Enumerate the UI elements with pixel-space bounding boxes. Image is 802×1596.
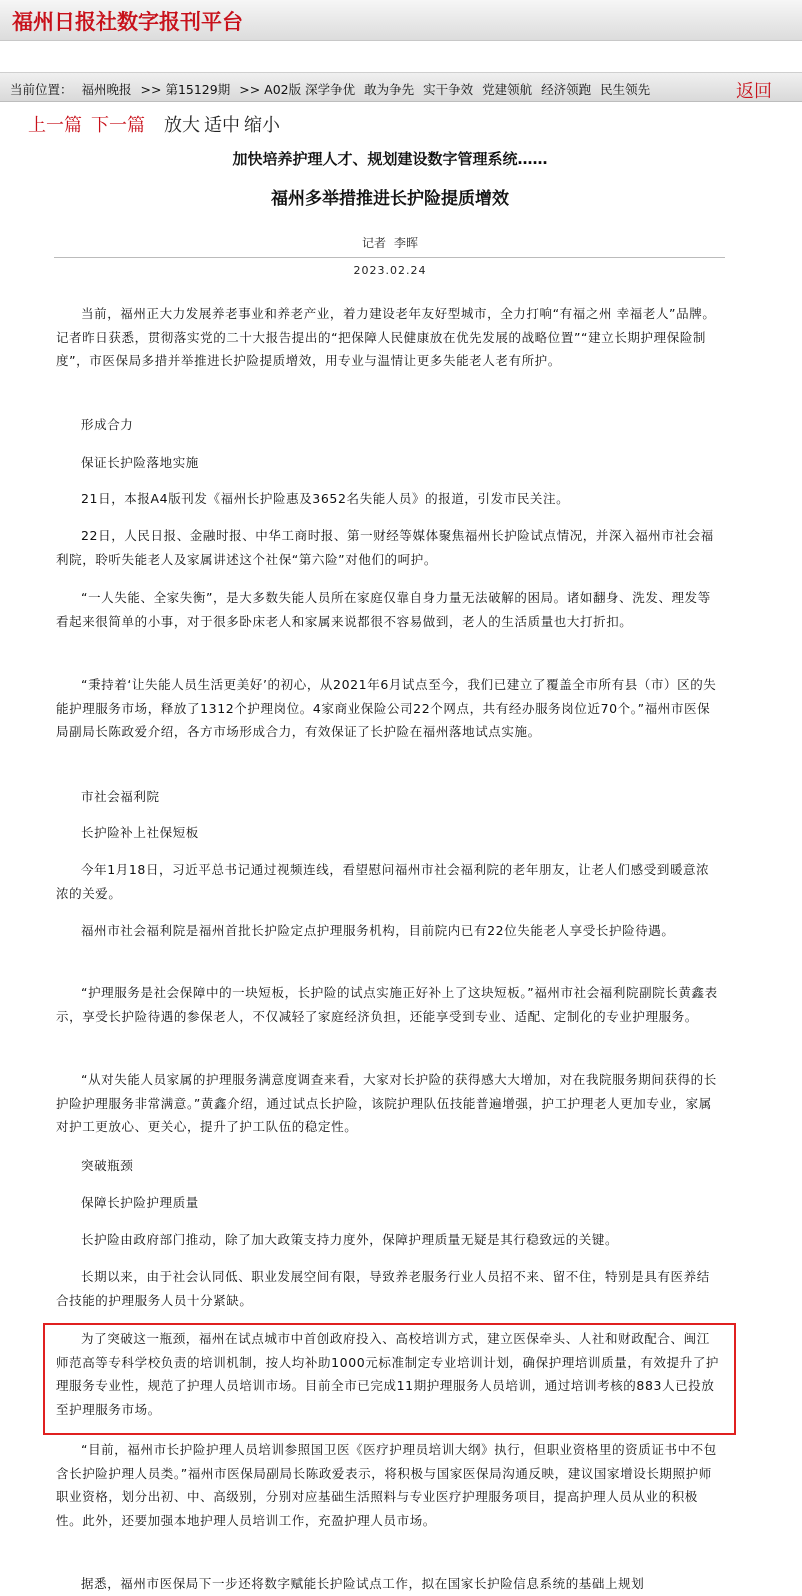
back-link[interactable]: 返回 [736, 81, 772, 102]
section-heading: 市社会福利院 [81, 789, 160, 804]
divider [54, 257, 725, 258]
breadcrumb-issue-link[interactable]: >> 第15129期 [140, 82, 231, 97]
article-date: 2023.02.24 [353, 264, 427, 277]
section-link-5[interactable]: 民生领先 [600, 82, 651, 97]
article-paragraph: “一人失能、全家失衡”，是大多数失能人员所在家庭仅靠自身力量无法破解的困局。诸如翻身、洗发、理发等看起来很简单的小事，对于很多卧床老人和家属来说都很不容易做到，老人的生活质量也大打折扣。 [56, 590, 711, 629]
article-paragraph: 22日，人民日报、金融时报、中华工商时报、第一财经等媒体聚焦福州长护险试点情况，并深入福州市社会福利院，聆听失能老人及家属讲述这个社保“第六险”对他们的呵护。 [56, 528, 714, 567]
article-paragraph: 长期以来，由于社会认同低、职业发展空间有限，导致养老服务行业人员招不来、留不住，特别是具有医养结合技能的护理服务人员十分紧缺。 [56, 1269, 710, 1308]
article-byline [0, 234, 780, 251]
section-heading: 形成合力 [81, 417, 134, 432]
article-paragraph: 据悉，福州市医保局下一步还将数字赋能长护险试点工作，拟在国家长护险信息系统的基础上规划 [81, 1576, 645, 1591]
section-link-2[interactable]: 实干争效 [423, 82, 474, 97]
article-paragraph: 今年1月18日，习近平总书记通过视频连线，看望慰问福州市社会福利院的老年朋友，让老人们感受到暖意浓浓的关爱。 [56, 862, 710, 901]
site-header [0, 0, 802, 41]
breadcrumb-page-link[interactable]: >> A02版 深学争优 [239, 82, 356, 97]
article-paragraph: 21日，本报A4版刊发《福州长护险惠及3652名失能人员》的报道，引发市民关注。 [81, 491, 570, 506]
next-article-link[interactable]: 下一篇 [91, 115, 145, 136]
article-subtitle: 加快培养护理人才、规划建设数字管理系统…… [232, 150, 548, 168]
site-title: 福州日报社数字报刊平台 [12, 10, 243, 34]
prev-article-link[interactable]: 上一篇 [28, 115, 82, 136]
section-subheading: 保障长护险护理质量 [81, 1195, 199, 1210]
section-link-1[interactable]: 敢为争先 [364, 82, 415, 97]
location-label: 当前位置： [10, 82, 73, 97]
zoom-in-link[interactable]: 放大 [164, 115, 200, 136]
article-paragraph: 当前，福州正大力发展养老事业和养老产业，着力建设老年友好型城市，全力打响“有福之州 幸福老人”品牌。记者昨日获悉，贯彻落实党的二十大报告提出的“把保障人民健康放在优先发展的战略位置”“建立长期护理保险制度”，市医保局多措并举推进长护险提质增效，用专业与温情让更多失能老人老有所护。 [56, 306, 716, 368]
breadcrumb-paper-link[interactable]: 福州晚报 [81, 82, 132, 97]
zoom-out-link[interactable]: 缩小 [244, 115, 280, 136]
article-paragraph: “护理服务是社会保障中的一块短板，长护险的试点实施正好补上了这块短板。”福州市社会福利院副院长黄鑫表示，享受长护险待遇的参保老人，不仅减轻了家庭经济负担，还能享受到专业、适配、定制化的专业护理服务。 [56, 985, 718, 1024]
article-paragraph: 长护险由政府部门推动，除了加大政策支持力度外，保障护理质量无疑是其行稳致远的关键。 [81, 1232, 619, 1247]
section-heading: 突破瓶颈 [81, 1158, 134, 1173]
breadcrumb-bar [0, 72, 802, 102]
section-link-4[interactable]: 经济领跑 [541, 82, 592, 97]
highlight-box [43, 1323, 736, 1435]
section-subheading: 长护险补上社保短板 [81, 825, 199, 840]
article-paragraph: “秉持着‘让失能人员生活更美好’的初心，从2021年6月试点至今，我们已建立了覆盖全市所有县（市）区的失能护理服务市场，释放了1312个护理岗位。4家商业保险公司22个网点，共有经办服务岗位近70个。”福州市医保局副局长陈政爱介绍，各方市场形成合力，有效保证了长护险在福州落地试点实施。 [56, 677, 717, 739]
author-label: 记者 [361, 236, 386, 250]
author-name: 李晖 [394, 236, 419, 250]
header-gap [0, 41, 802, 71]
article-headline: 福州多举措推进长护险提质增效 [271, 189, 509, 209]
highlighted-paragraph: 为了突破这一瓶颈，福州在试点城市中首创政府投入、高校培训方式，建立医保牵头、人社和财政配合、闽江师范高等专科学校负责的培训机制，按人均补助1000元标准制定专业培训计划，确保护理培训质量，有效提升了护理服务专业性，规范了护理人员培训市场。目前全市已完成11期护理服务人员培训，通过培训考核的883人已投放至护理服务市场。 [56, 1331, 720, 1417]
article-paragraph: 福州市社会福利院是福州首批长护险定点护理服务机构，目前院内已有22位失能老人享受长护险待遇。 [81, 923, 675, 938]
article-paragraph: “从对失能人员家属的护理服务满意度调查来看，大家对长护险的获得感大大增加，对在我院服务期间获得的长护险护理服务非常满意。”黄鑫介绍，通过试点长护险，该院护理队伍技能普遍增强，护工护理老人更加专业，家属对护工更放心、更关心，提升了护工队伍的稳定性。 [56, 1072, 717, 1134]
article-paragraph: “目前，福州市长护险护理人员培训参照国卫医《医疗护理员培训大纲》执行，但职业资格里的资质证书中不包含长护险护理人员类。”福州市医保局副局长陈政爱表示，将积极与国家医保局沟通反映，建议国家增设长期照护师职业资格，划分出初、中、高级别，分别对应基础生活照料与专业医疗护理服务项目，提高护理人员从业的积极性。此外，还要加强本地护理人员培训工作，充盈护理人员市场。 [56, 1442, 717, 1528]
section-link-3[interactable]: 党建领航 [482, 82, 533, 97]
breadcrumb [10, 80, 659, 98]
section-subheading: 保证长护险落地实施 [81, 455, 199, 470]
zoom-fit-link[interactable]: 适中 [204, 115, 240, 136]
article-toolbar [28, 111, 284, 137]
